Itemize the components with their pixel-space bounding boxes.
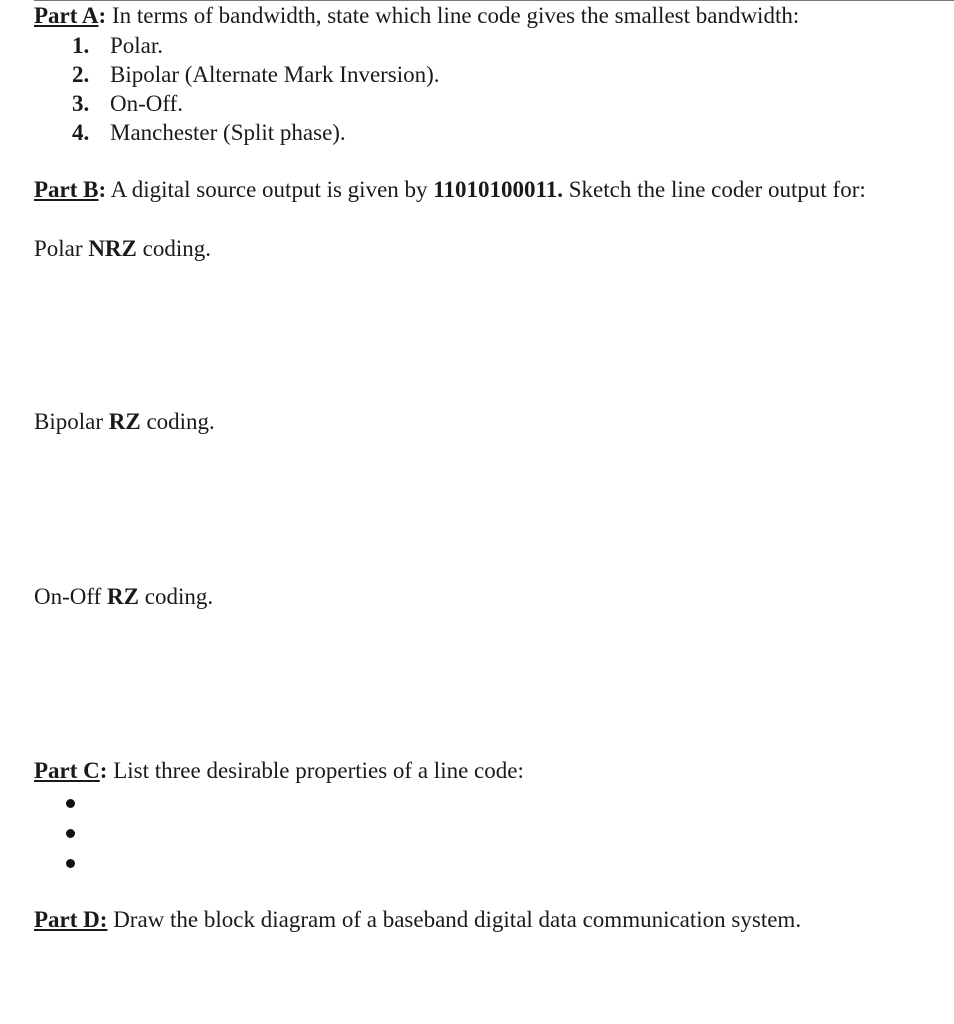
bipolar-rz-item — [34, 409, 215, 435]
option-number: 4. — [72, 120, 90, 145]
option-text: Manchester (Split phase). — [110, 120, 346, 145]
option-text: On-Off. — [110, 91, 184, 116]
part-b-text-before: A digital source output is given by — [106, 177, 434, 202]
bullet-item — [66, 817, 75, 847]
option-number: 1. — [72, 33, 90, 58]
option-item — [72, 60, 440, 89]
part-d-question — [34, 907, 801, 933]
option-number: 2. — [72, 62, 90, 87]
part-a-text: In terms of bandwidth, state which line code gives the smallest bandwidth: — [106, 3, 800, 28]
item-code: RZ — [108, 409, 141, 434]
part-a-options — [72, 31, 440, 147]
bullet-item — [66, 847, 75, 877]
onoff-rz-item — [34, 584, 213, 610]
item-code: RZ — [107, 584, 139, 609]
bullet-icon — [66, 829, 75, 838]
part-a-label: Part A — [34, 3, 99, 28]
option-item — [72, 31, 440, 60]
part-d-label: Part D: — [34, 907, 108, 932]
bullet-icon — [66, 799, 75, 808]
part-d-text: Draw the block diagram of a baseband digital data communication system. — [107, 907, 802, 932]
item-prefix: Bipolar — [34, 409, 109, 434]
option-item — [72, 118, 440, 147]
part-c-label: Part C — [34, 758, 100, 783]
part-b-bits: 11010100011. — [433, 177, 563, 202]
item-suffix: coding. — [136, 236, 211, 261]
part-a-question — [34, 3, 799, 29]
part-c-bullet-list — [66, 787, 75, 877]
option-text: Bipolar (Alternate Mark Inversion). — [110, 62, 440, 87]
item-code: NRZ — [88, 236, 137, 261]
part-a-colon: : — [98, 3, 107, 28]
item-suffix: coding. — [140, 409, 215, 434]
part-c-colon: : — [99, 758, 108, 783]
part-b-question — [34, 177, 866, 203]
polar-nrz-item — [34, 236, 211, 262]
item-prefix: Polar — [34, 236, 89, 261]
part-c-text: List three desirable properties of a line code: — [107, 758, 524, 783]
part-b-text-after: Sketch the line coder output for: — [563, 177, 866, 202]
option-text: Polar. — [110, 33, 164, 58]
option-item — [72, 89, 440, 118]
part-c-question — [34, 758, 524, 784]
item-suffix: coding. — [139, 584, 214, 609]
bullet-item — [66, 787, 75, 817]
top-rule — [34, 0, 954, 1]
part-b-colon: : — [98, 177, 107, 202]
bullet-icon — [66, 859, 75, 868]
part-b-label: Part B — [34, 177, 99, 202]
option-number: 3. — [72, 91, 90, 116]
item-prefix: On-Off — [34, 584, 108, 609]
